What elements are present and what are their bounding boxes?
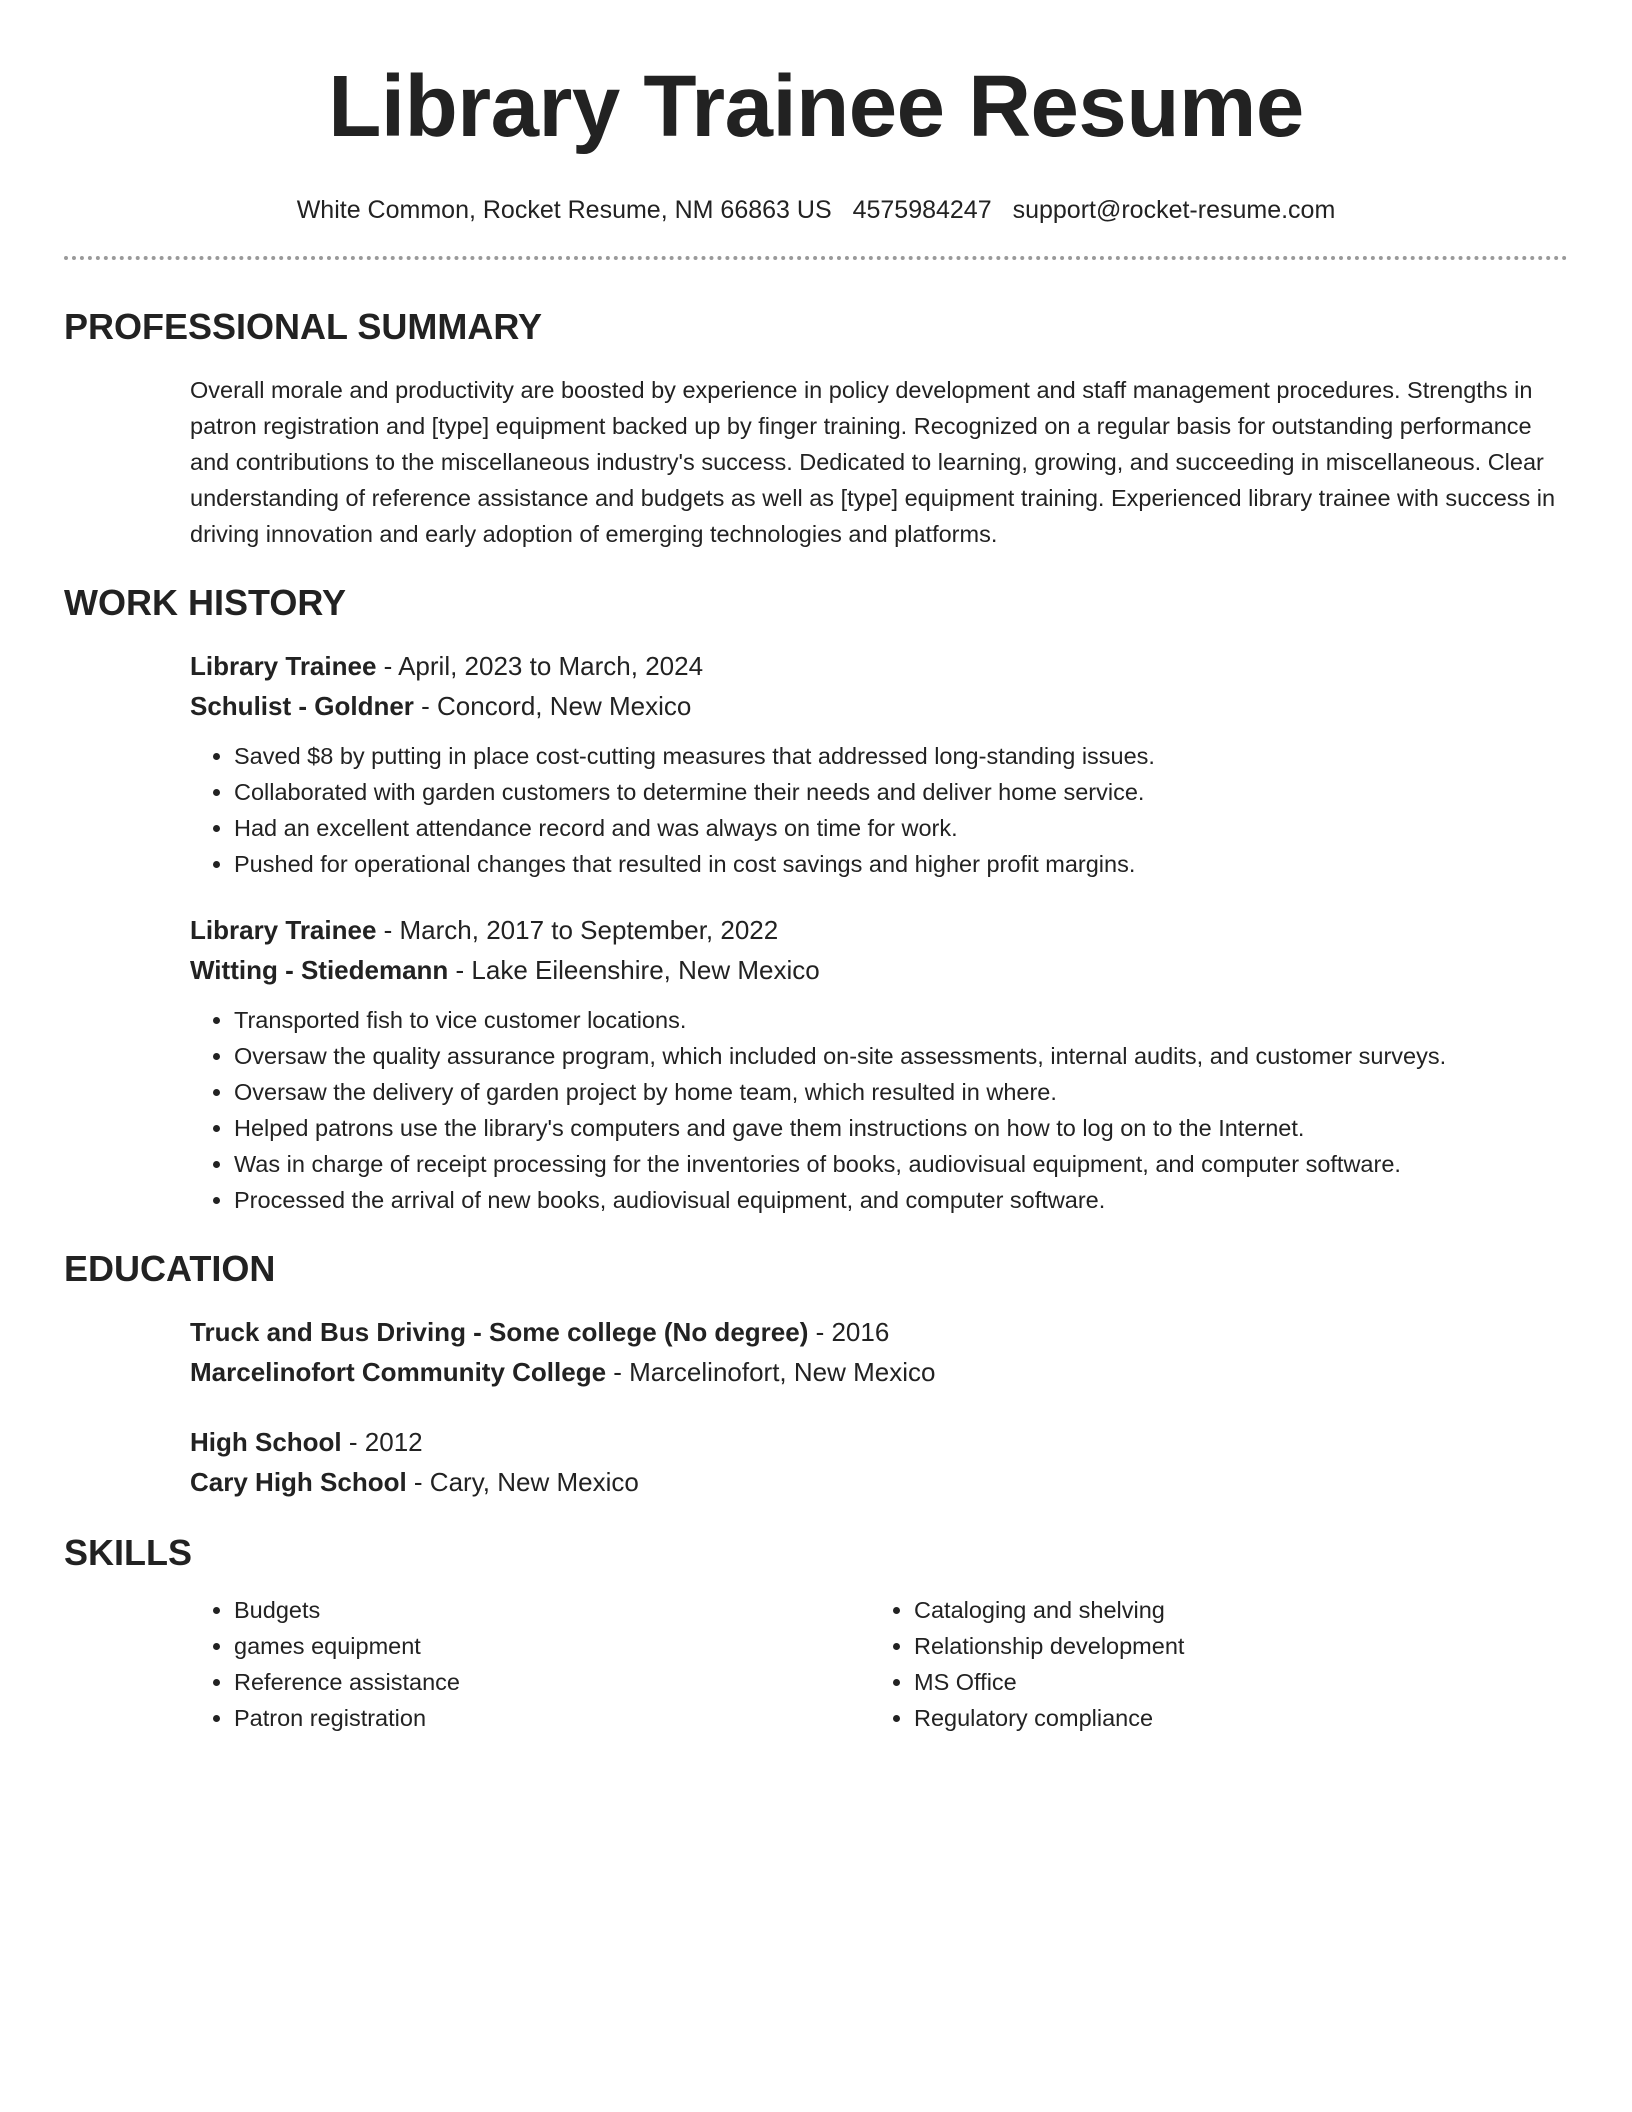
- list-item: • Helped patrons use the library's computers and gave them instructions on how to log on to the Internet.: [234, 1110, 1568, 1146]
- skill-item: • Reference assistance: [234, 1664, 870, 1700]
- job-title-line: [190, 646, 1568, 686]
- job-dates: - April, 2023 to March, 2024: [376, 651, 704, 681]
- skill-item: • MS Office: [914, 1664, 1550, 1700]
- education-degree-line: [190, 1422, 1568, 1462]
- list-item: • Transported fish to vice customer locations.: [234, 1002, 1568, 1038]
- job-company-line: [190, 686, 1568, 726]
- job-location: - Lake Eileenshire, New Mexico: [448, 955, 820, 985]
- job-location: - Concord, New Mexico: [413, 691, 692, 721]
- skills-list-left: [190, 1592, 870, 1736]
- job-role: Library Trainee: [190, 651, 377, 681]
- list-item: • Collaborated with garden customers to determine their needs and deliver home service.: [234, 774, 1568, 810]
- contact-address: White Common, Rocket Resume, NM 66863 US: [296, 196, 832, 224]
- education-degree: Truck and Bus Driving - Some college (No degree): [190, 1317, 809, 1347]
- skill-item: • Regulatory compliance: [914, 1700, 1550, 1736]
- skill-item: • Cataloging and shelving: [914, 1592, 1550, 1628]
- education-year: - 2016: [808, 1317, 890, 1347]
- resume-page: [64, 0, 1568, 2112]
- skills-grid: [190, 1592, 1568, 1736]
- education-school-line: [190, 1462, 1568, 1502]
- work-history-heading: WORK HISTORY: [64, 582, 347, 623]
- education-school: Marcelinofort Community College: [190, 1357, 607, 1387]
- header-divider: [64, 256, 1568, 260]
- skill-item: • games equipment: [234, 1628, 870, 1664]
- list-item: • Was in charge of receipt processing for the inventories of books, audiovisual equipment, and computer software.: [234, 1146, 1568, 1182]
- job-bullets: [190, 1002, 1568, 1218]
- list-item: • Saved $8 by putting in place cost-cutting measures that addressed long-standing issues.: [234, 738, 1568, 774]
- education-degree: High School: [190, 1427, 342, 1457]
- education-location: - Marcelinofort, New Mexico: [606, 1357, 936, 1387]
- summary-heading: PROFESSIONAL SUMMARY: [64, 306, 543, 347]
- job-dates: - March, 2017 to September, 2022: [376, 915, 779, 945]
- skills-list-right: [870, 1592, 1550, 1736]
- job-company: Witting - Stiedemann: [190, 955, 449, 985]
- skill-item: • Patron registration: [234, 1700, 870, 1736]
- job-company-line: [190, 950, 1568, 990]
- list-item: • Oversaw the quality assurance program, which included on-site assessments, internal audits, and customer surveys.: [234, 1038, 1568, 1074]
- education-location: - Cary, New Mexico: [406, 1467, 639, 1497]
- job-entry: [190, 910, 1568, 1218]
- job-role: Library Trainee: [190, 915, 377, 945]
- skills-heading: SKILLS: [64, 1532, 193, 1573]
- job-entry: [190, 646, 1568, 882]
- resume-title: Library Trainee Resume: [328, 58, 1304, 155]
- education-school-line: [190, 1352, 1568, 1392]
- list-item: • Had an excellent attendance record and was always on time for work.: [234, 810, 1568, 846]
- job-bullets: [190, 738, 1568, 882]
- list-item: • Pushed for operational changes that resulted in cost savings and higher profit margins.: [234, 846, 1568, 882]
- education-entry: [190, 1312, 1568, 1392]
- job-title-line: [190, 910, 1568, 950]
- job-company: Schulist - Goldner: [190, 691, 414, 721]
- education-degree-line: [190, 1312, 1568, 1352]
- skills-column-left: [190, 1592, 870, 1736]
- education-heading: EDUCATION: [64, 1248, 276, 1289]
- list-item: • Oversaw the delivery of garden project by home team, which resulted in where.: [234, 1074, 1568, 1110]
- contact-phone: 4575984247: [852, 196, 992, 224]
- list-item: • Processed the arrival of new books, audiovisual equipment, and computer software.: [234, 1182, 1568, 1218]
- contact-line: [64, 195, 1568, 225]
- skills-column-right: [870, 1592, 1550, 1736]
- education-entry: [190, 1422, 1568, 1502]
- contact-email: support@rocket-resume.com: [1012, 196, 1336, 224]
- education-school: Cary High School: [190, 1467, 407, 1497]
- summary-text: Overall morale and productivity are boosted by experience in policy development and staff management procedures. Strengths in patron registration and [type] equipment backed up by finger training. Recognized on a regular basis for outstanding performance and contributions to the miscellaneous industry's success. Dedicated to learning, growing, and succeeding in miscellaneous. Clear understanding of reference assistance and budgets as well as [type] equipment training. Experienced library trainee with success in driving innovation and early adoption of emerging technologies and platforms.: [190, 377, 1556, 547]
- skill-item: • Budgets: [234, 1592, 870, 1628]
- skill-item: • Relationship development: [914, 1628, 1550, 1664]
- education-year: - 2012: [341, 1427, 423, 1457]
